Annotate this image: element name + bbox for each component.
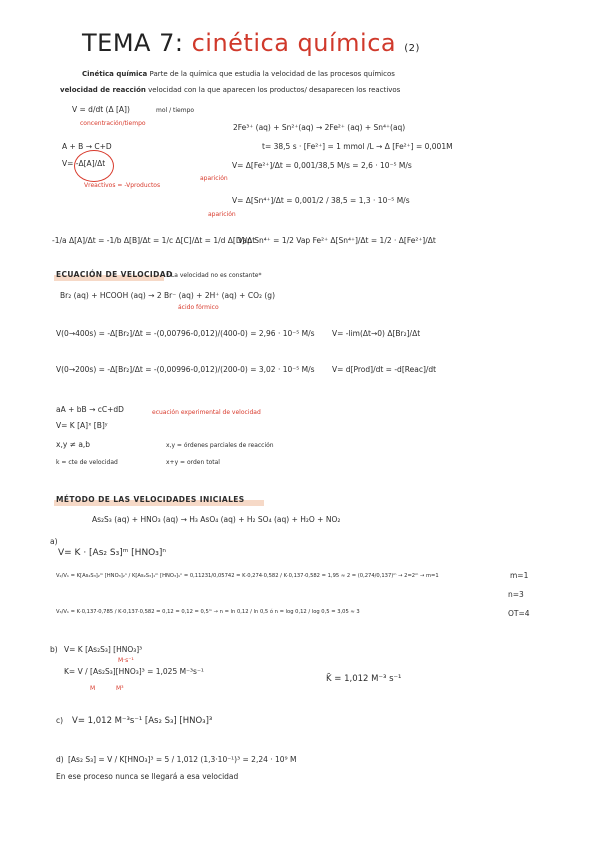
label-aparicion-2: aparición <box>208 211 236 218</box>
method-reaction: As₂S₃ (aq) + HNO₃ (aq) → H₃ AsO₄ (aq) + H₂ SO₄ (aq) + H₂O + NO₂ <box>92 515 341 524</box>
example1-reaction: A + B → C+D <box>62 142 112 151</box>
label-aparicion-1: aparición <box>200 175 228 182</box>
section-rate-header: ECUACIÓN DE VELOCIDAD <box>56 270 173 279</box>
part-c-label: c) <box>56 716 64 725</box>
rate-text: velocidad con la que aparecen los productos/ desaparecen los reactivos <box>148 86 401 94</box>
part-a-law: V= K · [As₂ S₃]ᵐ [HNO₃]ⁿ <box>58 548 166 558</box>
order-m: m=1 <box>510 571 529 580</box>
page-title <box>82 30 420 58</box>
acid-note: ácido fórmico <box>178 304 219 311</box>
rate-v-lim: V= -lim(Δt→0) Δ[Br₂]/Δt <box>332 329 421 338</box>
rate-term: velocidad de reacción <box>60 86 146 94</box>
conclusion: En ese proceso nunca se llegará a esa velocidad <box>56 772 239 781</box>
general-reaction: aA + bB → cC+dD <box>56 405 124 414</box>
example1-v: V= -Δ[A]/Δt <box>62 159 106 168</box>
section-rate-note: * La velocidad no es constante* <box>166 272 262 279</box>
rate-formula: V = d/dt (Δ [A]) <box>72 105 130 114</box>
part-b-units-b: M³ <box>116 685 124 692</box>
definition <box>82 70 395 78</box>
part-b-units-a: M <box>90 685 96 692</box>
part-a-ratio2: V₃/V₁ = K·0,137·0,785 / K·0,137·0,582 = 0,12 = 0,12 = 0,5ᵐ → n = ln 0,12 / ln 0,5 ó n = log 0,12 / log 0,5 = 3,05 ≈ 3 <box>56 609 360 615</box>
title-part: (2) <box>404 43 420 54</box>
total-order: x+y = orden total <box>166 459 220 466</box>
part-b-units-top: M·s⁻¹ <box>118 657 134 664</box>
part-a-label: a) <box>50 537 58 546</box>
part-a-ratio1: V₂/V₁ = K[As₂S₃]₂ᵐ [HNO₃]₂ⁿ / K[As₂S₃]₁ᵐ [HNO₃]₁ⁿ = 0,11231/0,05742 = K·0,274·0,582 / K·0,137·0,582 = 1,95 ≈ 2 = (0,274/0,137)ᵐ → 2=2ᵐ → m=1 <box>56 573 439 579</box>
rate-reaction: Br₂ (aq) + HCOOH (aq) → 2 Br⁻ (aq) + 2H⁺ (aq) + CO₂ (g) <box>60 291 275 300</box>
order-n: n=3 <box>508 590 524 599</box>
part-d-eq: [As₂ S₃] = V / K[HNO₃]³ = 5 / 1,012 (1,3·10⁻¹)³ = 2,24 · 10⁹ M <box>68 755 297 764</box>
definition-term: Cinética química <box>82 70 148 78</box>
example2-reaction: 2Fe³⁺ (aq) + Sn²⁺(aq) → 2Fe²⁺ (aq) + Sn⁴⁺(aq) <box>233 123 406 132</box>
exp-label: ecuación experimental de velocidad <box>152 409 261 416</box>
title-topic: cinética química <box>191 29 397 57</box>
rate-note: concentración/tiempo <box>80 120 146 127</box>
part-b-law: V= K [As₂S₃] [HNO₃]³ <box>64 645 143 654</box>
xy-note: x,y ≠ a,b <box>56 440 91 449</box>
k-desc: k = cte de velocidad <box>56 459 118 466</box>
example2-v2: V= Δ[Sn⁴⁺]/Δt = 0,001/2 / 38,5 = 1,3 · 10⁻⁵ M/s <box>232 196 410 205</box>
part-c-eq: V= 1,012 M⁻³s⁻¹ [As₂ S₃] [HNO₃]³ <box>72 716 213 726</box>
definition-text: Parte de la química que estudia la velocidad de las procesos químicos <box>149 70 395 78</box>
part-b-k: K= V / [As₂S₃][HNO₃]³ = 1,025 M⁻³s⁻¹ <box>64 667 204 676</box>
rate-v2: V(0→200s) = -Δ[Br₂]/Δt = -(0,00996-0,012)/(200-0) = 3,02 · 10⁻⁵ M/s <box>56 365 315 374</box>
example2-data: t= 38,5 s · [Fe²⁺] = 1 mmol /L → Δ [Fe²⁺] = 0,001M <box>262 142 453 151</box>
example2-vap: Vap Sn⁴⁺ = 1/2 Vap Fe²⁺ Δ[Sn⁴⁺]/Δt = 1/2 · Δ[Fe²⁺]/Δt <box>238 236 436 245</box>
xy-desc: x,y = órdenes parciales de reacción <box>166 442 274 449</box>
part-b-label: b) <box>50 645 58 654</box>
rate-units: mol / tiempo <box>156 107 195 114</box>
rate-definition <box>60 86 400 94</box>
rate-v1: V(0→400s) = -Δ[Br₂]/Δt = -(0,00796-0,012)/(400-0) = 2,96 · 10⁻⁵ M/s <box>56 329 315 338</box>
order-total: OT=4 <box>508 609 530 618</box>
rate-v-deriv: V= d[Prod]/dt = -d[Reac]/dt <box>332 365 437 374</box>
example2-general: -1/a Δ[A]/Δt = -1/b Δ[B]/Δt = 1/c Δ[C]/Δt = 1/d Δ[D]/Δt <box>52 236 256 245</box>
title-main: TEMA 7: <box>82 29 184 57</box>
part-d-label: d) <box>56 755 64 764</box>
section-method-header: MÉTODO DE LAS VELOCIDADES INICIALES <box>56 495 245 504</box>
example2-v1: V= Δ[Fe²⁺]/Δt = 0,001/38,5 M/s = 2,6 · 10⁻⁵ M/s <box>232 161 412 170</box>
example1-note: Vreactivos = -Vproductos <box>84 182 161 189</box>
part-b-result: K̄ = 1,012 M⁻³ s⁻¹ <box>326 674 402 684</box>
rate-law: V= K [A]ˣ [B]ʸ <box>56 421 108 430</box>
